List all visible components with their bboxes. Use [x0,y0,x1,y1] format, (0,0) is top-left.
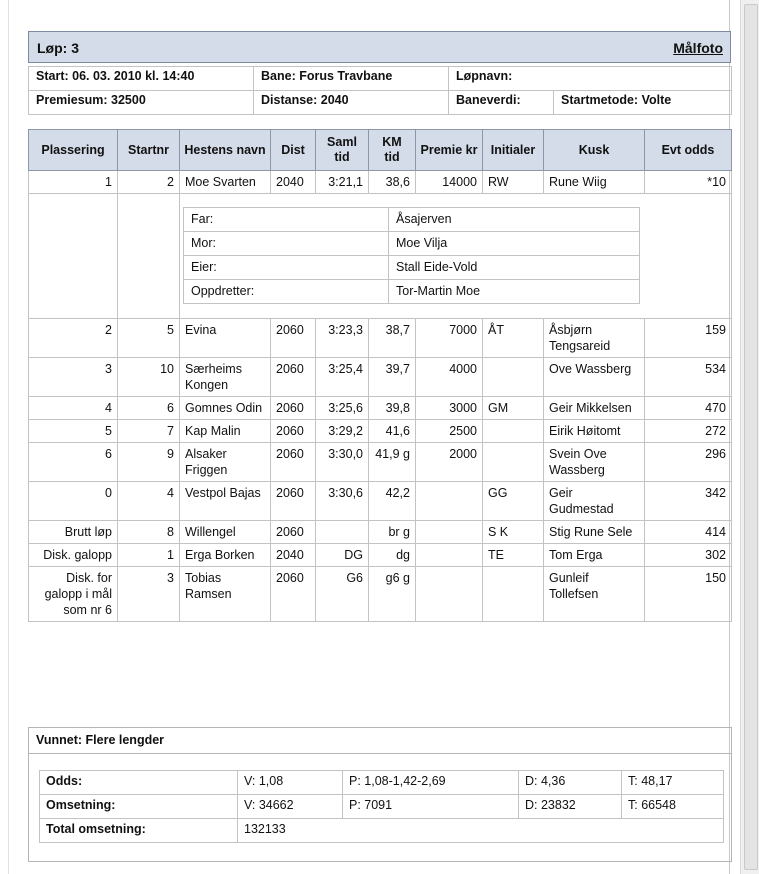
table-row [29,171,732,194]
row-odds: 534 [645,358,732,397]
total-turnover-label: Total omsetning: [40,819,238,843]
pedigree-far-label: Far: [184,208,389,232]
row-prize [416,482,483,521]
turnover-t: T: 66548 [622,795,724,819]
row-startnr: 2 [118,171,180,194]
row-driver: Eirik Høitomt [544,420,645,443]
col-odds: Evt odds [645,130,732,171]
row-horse: Moe Svarten [180,171,271,194]
pedigree-oppdretter-label: Oppdretter: [184,280,389,304]
table-row [29,544,732,567]
row-placement: 6 [29,443,118,482]
odds-label: Odds: [40,771,238,795]
row-odds: *10 [645,171,732,194]
prize-sum: Premiesum: 32500 [29,91,254,115]
row-driver: Svein Ove Wassberg [544,443,645,482]
odds-v: V: 1,08 [238,771,343,795]
row-placement: Brutt løp [29,521,118,544]
row-total-time: 3:30,0 [316,443,369,482]
row-prize [416,521,483,544]
row-horse: Særheims Kongen [180,358,271,397]
row-horse: Evina [180,319,271,358]
row-startnr: 5 [118,319,180,358]
col-horse: Hestens navn [180,130,271,171]
pedigree-table [183,207,640,304]
row-km-time: br g [369,521,416,544]
col-prize: Premie kr [416,130,483,171]
odds-t: T: 48,17 [622,771,724,795]
total-turnover: 132133 [238,819,724,843]
row-startnr: 10 [118,358,180,397]
col-driver: Kusk [544,130,645,171]
row-dist: 2060 [271,482,316,521]
row-driver: Geir Gudmestad [544,482,645,521]
pedigree-mor-label: Mor: [184,232,389,256]
row-odds: 296 [645,443,732,482]
row-startnr: 3 [118,567,180,622]
pedigree-spacer [29,194,118,319]
row-driver: Rune Wiig [544,171,645,194]
table-row [29,443,732,482]
row-startnr: 4 [118,482,180,521]
odds-turnover-table [39,770,724,843]
row-km-time: 38,7 [369,319,416,358]
col-initials: Initialer [483,130,544,171]
row-total-time: 3:29,2 [316,420,369,443]
row-horse: Vestpol Bajas [180,482,271,521]
start-time: Start: 06. 03. 2010 kl. 14:40 [29,67,254,91]
row-km-time: 41,9 g [369,443,416,482]
row-dist: 2060 [271,420,316,443]
row-prize: 4000 [416,358,483,397]
row-km-time: 39,7 [369,358,416,397]
track-name: Bane: Forus Travbane [254,67,449,91]
row-initials: RW [483,171,544,194]
scrollbar-thumb[interactable] [744,4,758,870]
col-startnr: Startnr [118,130,180,171]
row-total-time: 3:25,4 [316,358,369,397]
race-name: Løpnavn: [449,67,732,91]
won-by: Vunnet: Flere lengder [29,728,731,754]
row-odds: 272 [645,420,732,443]
table-row [29,521,732,544]
row-odds: 150 [645,567,732,622]
row-prize: 7000 [416,319,483,358]
row-odds: 302 [645,544,732,567]
table-row [29,482,732,521]
row-driver: Stig Rune Sele [544,521,645,544]
results-table [28,129,732,622]
odds-d: D: 4,36 [519,771,622,795]
row-driver: Geir Mikkelsen [544,397,645,420]
row-startnr: 8 [118,521,180,544]
row-odds: 470 [645,397,732,420]
distance: Distanse: 2040 [254,91,449,115]
row-placement: Disk. galopp [29,544,118,567]
row-odds: 159 [645,319,732,358]
pedigree-row [29,194,732,319]
row-placement: 4 [29,397,118,420]
row-placement: 5 [29,420,118,443]
row-placement: 0 [29,482,118,521]
odds-p: P: 1,08-1,42-2,69 [343,771,519,795]
report-page [8,0,730,874]
row-km-time: 41,6 [369,420,416,443]
row-driver: Tom Erga [544,544,645,567]
summary-box [28,727,732,862]
row-prize: 3000 [416,397,483,420]
row-dist: 2060 [271,567,316,622]
row-prize: 2000 [416,443,483,482]
row-km-time: dg [369,544,416,567]
photo-finish-link[interactable]: Målfoto [673,40,723,56]
row-total-time: 3:23,3 [316,319,369,358]
row-initials [483,567,544,622]
turnover-label: Omsetning: [40,795,238,819]
row-initials: GG [483,482,544,521]
row-km-time: 42,2 [369,482,416,521]
table-row [29,420,732,443]
row-dist: 2040 [271,171,316,194]
row-initials [483,358,544,397]
row-driver: Åsbjørn Tengsareid [544,319,645,358]
row-horse: Kap Malin [180,420,271,443]
row-km-time: 38,6 [369,171,416,194]
row-total-time [316,521,369,544]
row-km-time: 39,8 [369,397,416,420]
row-horse: Tobias Ramsen [180,567,271,622]
pedigree-far: Åsajerven [389,208,640,232]
results-header-row [29,130,732,171]
vertical-scrollbar[interactable] [740,0,759,874]
col-placement: Plassering [29,130,118,171]
row-total-time: 3:25,6 [316,397,369,420]
track-value: Baneverdi: [449,91,554,115]
row-total-time: G6 [316,567,369,622]
pedigree-cell [180,194,732,319]
row-dist: 2060 [271,397,316,420]
row-initials: GM [483,397,544,420]
row-horse: Erga Borken [180,544,271,567]
row-placement: 1 [29,171,118,194]
col-total-time: Saml tid [316,130,369,171]
turnover-p: P: 7091 [343,795,519,819]
table-row [29,358,732,397]
row-placement: 2 [29,319,118,358]
row-initials: ÅT [483,319,544,358]
row-startnr: 9 [118,443,180,482]
row-startnr: 7 [118,420,180,443]
race-title: Løp: 3 [37,40,79,56]
start-method: Startmetode: Volte [554,91,732,115]
row-total-time: 3:30,6 [316,482,369,521]
row-horse: Alsaker Friggen [180,443,271,482]
row-placement: Disk. for galopp i mål som nr 6 [29,567,118,622]
row-dist: 2040 [271,544,316,567]
row-km-time: g6 g [369,567,416,622]
pedigree-eier-label: Eier: [184,256,389,280]
row-odds: 342 [645,482,732,521]
row-dist: 2060 [271,443,316,482]
row-horse: Willengel [180,521,271,544]
pedigree-eier: Stall Eide-Vold [389,256,640,280]
row-odds: 414 [645,521,732,544]
row-dist: 2060 [271,319,316,358]
row-driver: Ove Wassberg [544,358,645,397]
turnover-d: D: 23832 [519,795,622,819]
race-info-table [28,66,732,115]
row-dist: 2060 [271,521,316,544]
row-placement: 3 [29,358,118,397]
turnover-v: V: 34662 [238,795,343,819]
pedigree-oppdretter: Tor-Martin Moe [389,280,640,304]
pedigree-spacer [118,194,180,319]
row-total-time: 3:21,1 [316,171,369,194]
race-header [28,31,731,63]
row-prize [416,567,483,622]
table-row [29,397,732,420]
row-horse: Gomnes Odin [180,397,271,420]
row-prize: 2500 [416,420,483,443]
row-prize [416,544,483,567]
row-initials [483,420,544,443]
pedigree-mor: Moe Vilja [389,232,640,256]
row-total-time: DG [316,544,369,567]
row-initials [483,443,544,482]
row-startnr: 1 [118,544,180,567]
row-initials: S K [483,521,544,544]
row-dist: 2060 [271,358,316,397]
table-row [29,567,732,622]
row-initials: TE [483,544,544,567]
row-startnr: 6 [118,397,180,420]
row-driver: Gunleif Tollefsen [544,567,645,622]
table-row [29,319,732,358]
col-km-time: KM tid [369,130,416,171]
row-prize: 14000 [416,171,483,194]
col-dist: Dist [271,130,316,171]
